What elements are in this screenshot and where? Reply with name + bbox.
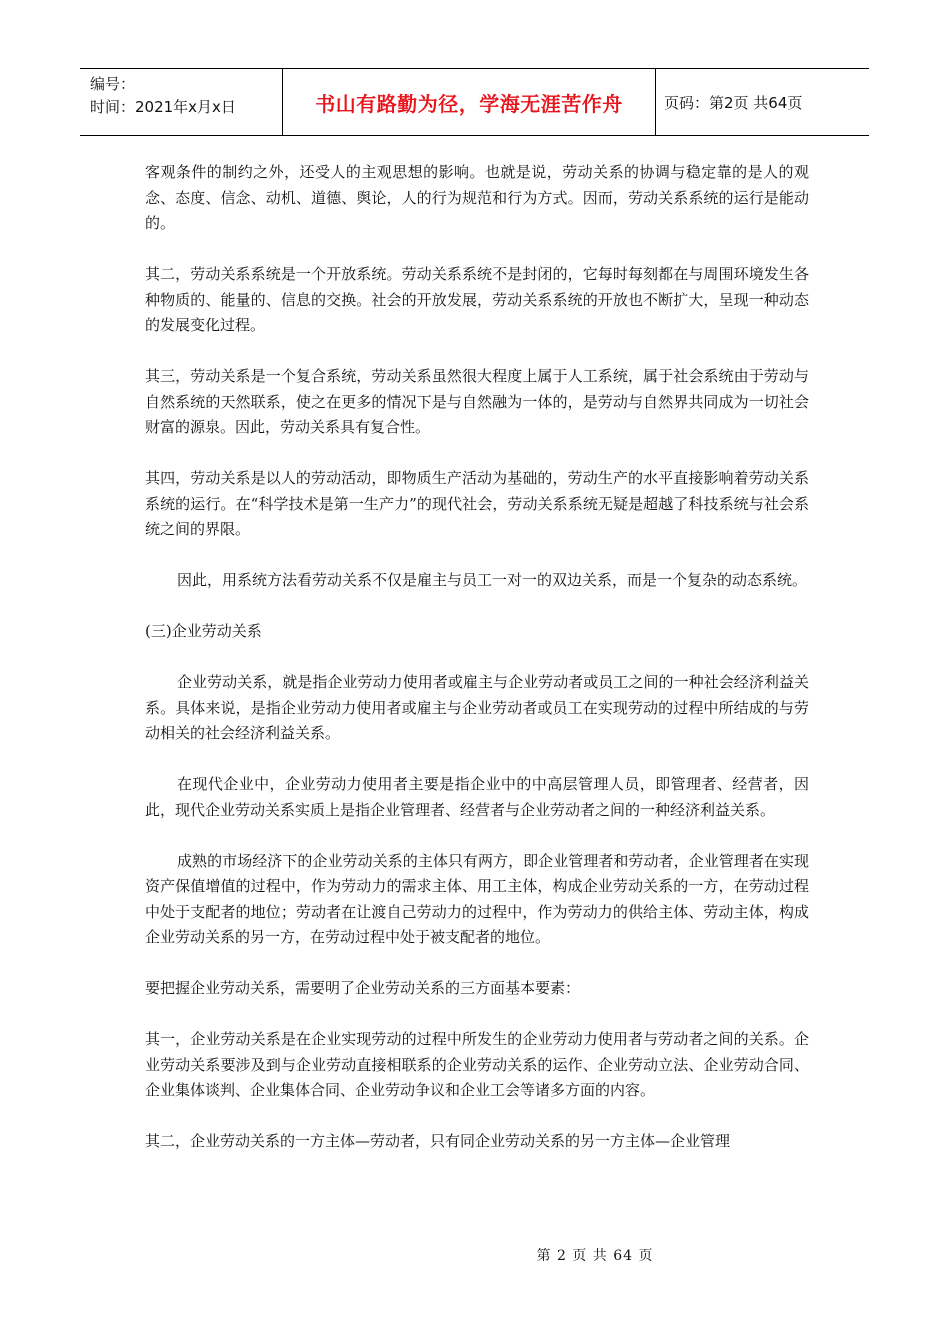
document-body xyxy=(145,160,809,1180)
paragraph: 企业劳动关系，就是指企业劳动力使用者或雇主与企业劳动者或员工之间的一种社会经济利益关系。具体来说，是指企业劳动力使用者或雇主与企业劳动者或员工在实现劳动的过程中所结成的与劳动相关的社会经济利益关系。 xyxy=(145,673,809,742)
paragraph: 其二，企业劳动关系的一方主体—劳动者，只有同企业劳动关系的另一方主体—企业管理 xyxy=(145,1132,731,1150)
header-motto: 书山有路勤为径，学海无涯苦作舟 xyxy=(283,69,656,135)
header-table xyxy=(80,68,869,136)
paragraph: 其三，劳动关系是一个复合系统，劳动关系虽然很大程度上属于人工系统，属于社会系统由于劳动与自然系统的天然联系，使之在更多的情况下是与自然融为一体的，是劳动与自然界共同成为一切社会财富的源泉。因此，劳动关系具有复合性。 xyxy=(145,367,809,436)
paragraph: 在现代企业中，企业劳动力使用者主要是指企业中的中高层管理人员，即管理者、经营者，因此，现代企业劳动关系实质上是指企业管理者、经营者与企业劳动者之间的一种经济利益关系。 xyxy=(145,775,809,819)
header-page-info: 页码：第2页 共64页 xyxy=(664,93,803,112)
section-heading: (三)企业劳动关系 xyxy=(145,622,262,640)
document-date-label: 时间：2021年x月x日 xyxy=(90,98,236,116)
page-footer xyxy=(0,1245,950,1265)
paragraph: 其二，劳动关系系统是一个开放系统。劳动关系系统不是封闭的，它每时每刻都在与周围环境发生各种物质的、能量的、信息的交换。社会的开放发展，劳动关系系统的开放也不断扩大，呈现一种动态的发展变化过程。 xyxy=(145,265,809,334)
footer-page-number: 第 2 页 共 64 页 xyxy=(536,1248,654,1264)
header-meta-cell xyxy=(80,69,283,135)
document-number-label: 编号： xyxy=(90,75,136,93)
paragraph: 其四，劳动关系是以人的劳动活动，即物质生产活动为基础的，劳动生产的水平直接影响着劳动关系系统的运行。在“科学技术是第一生产力”的现代社会，劳动关系系统无疑是超越了科技系统与社会系统之间的界限。 xyxy=(145,469,809,538)
paragraph: 客观条件的制约之外，还受人的主观思想的影响。也就是说，劳动关系的协调与稳定靠的是人的观念、态度、信念、动机、道德、舆论，人的行为规范和行为方式。因而，劳动关系系统的运行是能动的。 xyxy=(145,163,809,232)
paragraph: 成熟的市场经济下的企业劳动关系的主体只有两方，即企业管理者和劳动者，企业管理者在实现资产保值增值的过程中，作为劳动力的需求主体、用工主体，构成企业劳动关系的一方，在劳动过程中处于支配者的地位；劳动者在让渡自己劳动力的过程中，作为劳动力的供给主体、劳动主体，构成企业劳动关系的另一方，在劳动过程中处于被支配者的地位。 xyxy=(145,851,809,946)
paragraph: 因此，用系统方法看劳动关系不仅是雇主与员工一对一的双边关系，而是一个复杂的动态系统。 xyxy=(177,571,808,589)
paragraph: 其一，企业劳动关系是在企业实现劳动的过程中所发生的企业劳动力使用者与劳动者之间的关系。企业劳动关系要涉及到与企业劳动直接相联系的企业劳动关系的运作、企业劳动立法、企业劳动合同、企业集体谈判、企业集体合同、企业劳动争议和企业工会等诸多方面的内容。 xyxy=(145,1030,809,1099)
paragraph: 要把握企业劳动关系，需要明了企业劳动关系的三方面基本要素： xyxy=(145,979,581,997)
